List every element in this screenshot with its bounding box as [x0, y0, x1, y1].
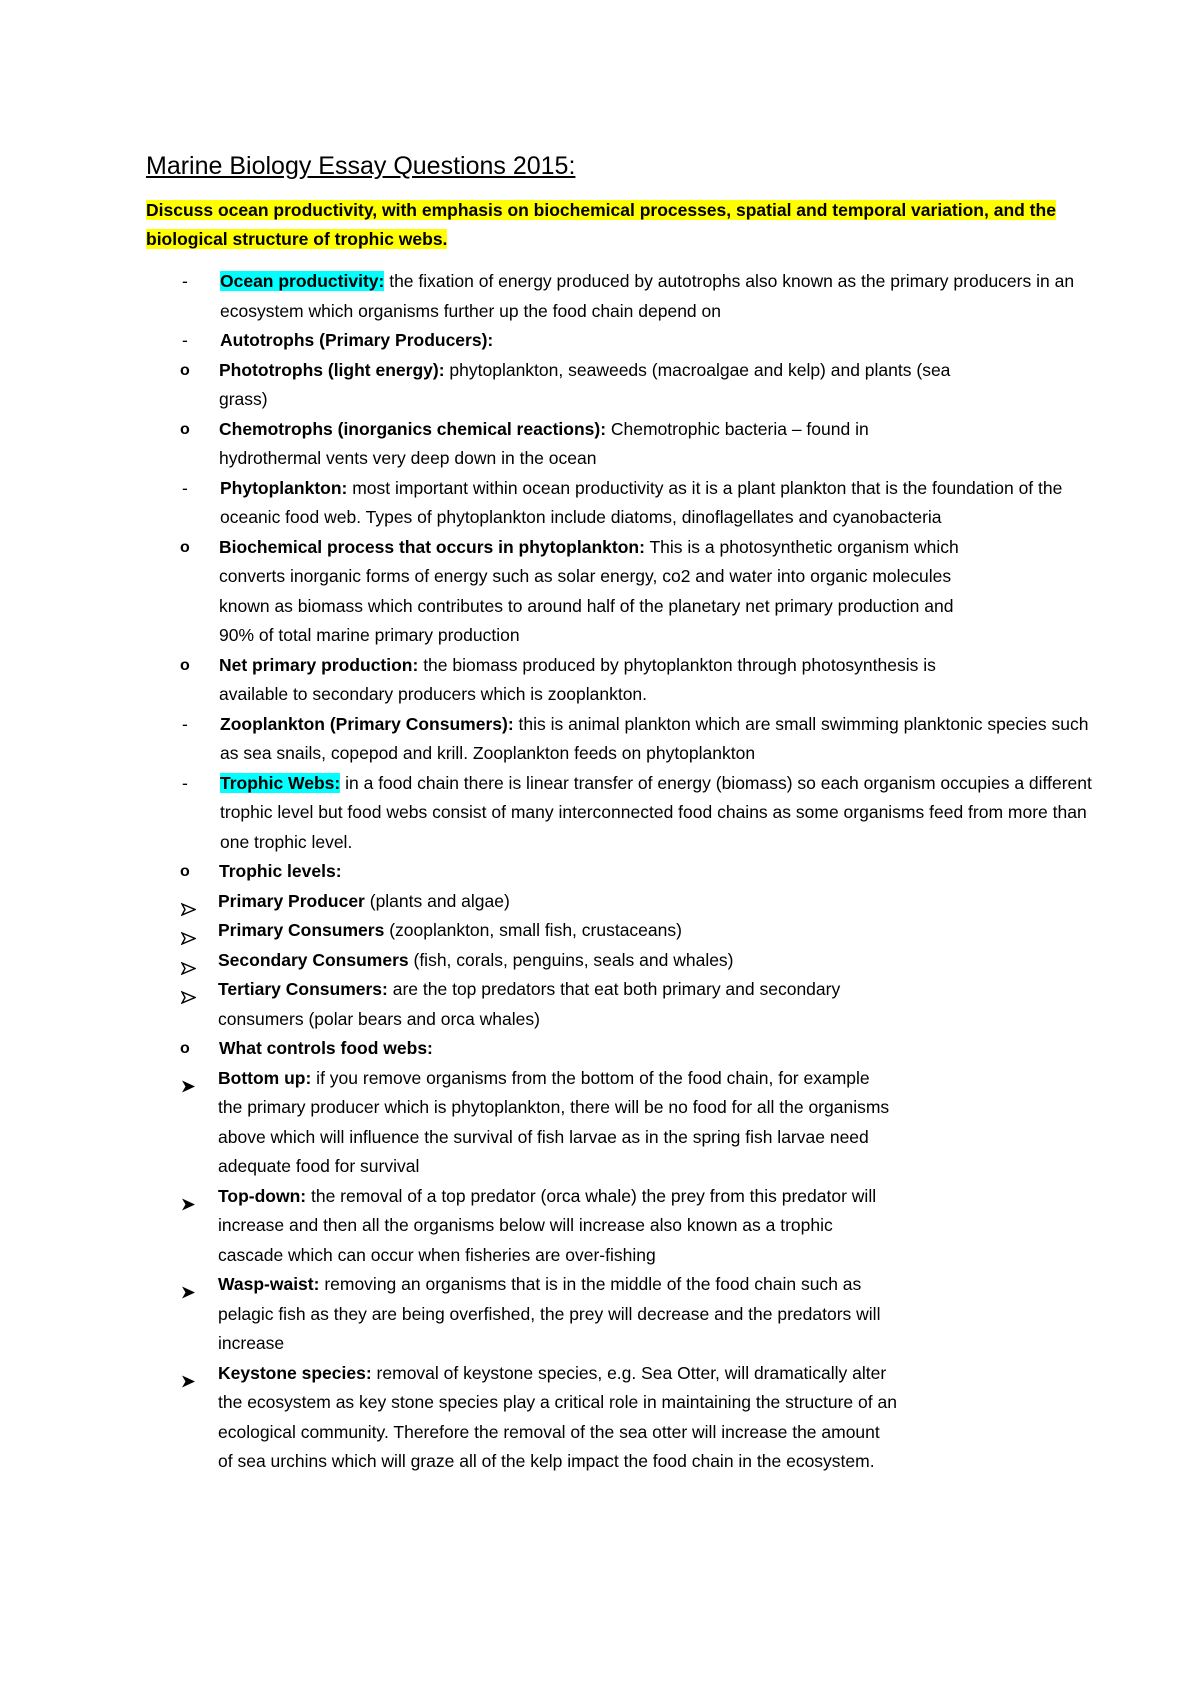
list-item-trophic-webs	[146, 769, 1110, 858]
text-primary-consumers: (zooplankton, small fish, crustaceans)	[384, 920, 682, 940]
list-item-biochemical-process	[146, 533, 964, 651]
term-bottom-up: Bottom up:	[218, 1067, 312, 1088]
text-primary-producer: (plants and algae)	[364, 890, 510, 911]
term-keystone-species: Keystone species:	[218, 1362, 372, 1383]
term-phototrophs: Phototrophs (light energy):	[219, 359, 445, 380]
circle-bullet: o	[180, 863, 190, 880]
term-wasp-waist: Wasp-waist:	[218, 1274, 320, 1294]
text-tertiary-consumers: are the top predators that eat both primary and secondary consumers (polar bears and orca whales)	[218, 979, 841, 1029]
trophic-levels-sublist	[146, 887, 1100, 1035]
circle-bullet: o	[180, 420, 190, 438]
main-bullet-list	[146, 267, 1100, 1477]
arrow-bullet-icon	[181, 984, 196, 1014]
term-biochemical-process: Biochemical process that occurs in phytoplankton:	[219, 536, 645, 557]
list-item-autotrophs	[146, 326, 1110, 356]
term-net-primary-production: Net primary production:	[219, 654, 419, 675]
term-autotrophs: Autotrophs (Primary Producers):	[220, 330, 494, 350]
list-item-zooplankton	[146, 710, 1110, 769]
dash-bullet: -	[182, 330, 188, 350]
term-trophic-webs: Trophic Webs:	[220, 772, 341, 793]
dash-bullet: -	[182, 772, 188, 793]
list-item-ocean-productivity	[146, 267, 1110, 326]
list-item-primary-producer	[146, 887, 898, 917]
phytoplankton-sublist	[146, 533, 1100, 710]
list-item-chemotrophs	[146, 415, 964, 474]
text-bottom-up: if you remove organisms from the bottom of the food chain, for example the primary producer which is phytoplankton, there will be no food for all the organisms above which will influence the survival of fish larvae as in the spring fish larvae need adequate food for survival	[218, 1067, 890, 1176]
essay-question	[146, 196, 1076, 254]
trophic-webs-sublist	[146, 857, 1100, 1477]
dash-bullet: -	[182, 713, 188, 734]
circle-bullet: o	[180, 538, 190, 556]
arrowhead-bullet-icon	[181, 1279, 196, 1309]
text-secondary-consumers: (fish, corals, penguins, seals and whales)	[408, 949, 734, 970]
term-top-down: Top-down:	[218, 1185, 307, 1206]
term-secondary-consumers: Secondary Consumers	[218, 949, 409, 970]
circle-bullet: o	[180, 361, 190, 379]
text-zooplankton: this is animal plankton which are small swimming planktonic species such as sea snails, copepod and krill. Zooplankton feeds on phytoplankton	[220, 713, 1089, 763]
arrowhead-bullet-icon	[181, 1073, 196, 1103]
dash-bullet: -	[182, 271, 188, 291]
term-chemotrophs: Chemotrophs (inorganics chemical reactions):	[219, 418, 607, 439]
term-ocean-productivity: Ocean productivity:	[220, 271, 385, 291]
text-trophic-webs: in a food chain there is linear transfer of energy (biomass) so each organism occupies a different trophic level but food webs consist of many interconnected food chains as some organisms feed from more than one trophic level.	[220, 772, 1092, 852]
list-item-primary-consumers	[146, 916, 898, 946]
term-food-web-controls: What controls food webs:	[219, 1038, 433, 1058]
text-ocean-productivity: the fixation of energy produced by autotrophs also known as the primary producers in an ecosystem which organisms further up the food chain depend on	[220, 271, 1075, 321]
list-item-bottom-up	[146, 1064, 898, 1182]
food-web-controls-sublist	[146, 1064, 1100, 1477]
list-item-trophic-levels	[146, 857, 964, 887]
list-item-phototrophs	[146, 356, 964, 415]
text-biochemical-process: This is a photosynthetic organism which converts inorganic forms of energy such as solar energy, co2 and water into organic molecules known as biomass which contributes to around half of the planetary net primary production and 90% of total marine primary production	[219, 536, 959, 645]
list-item-net-primary-production	[146, 651, 964, 710]
document-title: Marine Biology Essay Questions 2015:	[146, 152, 576, 180]
list-item-wasp-waist	[146, 1270, 898, 1359]
list-item-top-down	[146, 1182, 898, 1271]
term-trophic-levels: Trophic levels:	[219, 861, 342, 881]
term-tertiary-consumers: Tertiary Consumers:	[218, 979, 388, 999]
circle-bullet: o	[180, 656, 190, 674]
text-wasp-waist: removing an organisms that is in the middle of the food chain such as pelagic fish as they are being overfished, the prey will decrease and the predators will increase	[218, 1274, 881, 1353]
essay-question-text: Discuss ocean productivity, with emphasis on biochemical processes, spatial and temporal variation, and the biological structure of trophic webs.	[146, 200, 1056, 249]
list-item-phytoplankton	[146, 474, 1110, 533]
arrowhead-bullet-icon	[181, 1368, 196, 1398]
text-chemotrophs: Chemotrophic bacteria – found in hydrothermal vents very deep down in the ocean	[219, 418, 869, 468]
text-keystone-species: removal of keystone species, e.g. Sea Otter, will dramatically alter the ecosystem as key stone species play a critical role in maintaining the structure of an ecological community. Therefore the removal of the sea otter will increase the amount of sea urchins which will graze all of the kelp impact the food chain in the ecosystem.	[218, 1362, 897, 1471]
autotrophs-sublist	[146, 356, 1100, 474]
term-zooplankton: Zooplankton (Primary Consumers):	[220, 713, 514, 734]
list-item-keystone-species	[146, 1359, 898, 1477]
text-net-primary-production: the biomass produced by phytoplankton through photosynthesis is available to secondary producers which is zooplankton.	[219, 654, 936, 704]
circle-bullet: o	[180, 1040, 190, 1057]
list-item-food-web-controls	[146, 1034, 964, 1064]
text-phototrophs: phytoplankton, seaweeds (macroalgae and kelp) and plants (sea grass)	[219, 359, 951, 409]
list-item-secondary-consumers	[146, 946, 898, 976]
term-primary-consumers: Primary Consumers	[218, 920, 385, 940]
text-top-down: the removal of a top predator (orca whale) the prey from this predator will increase and then all the organisms below will increase also known as a trophic cascade which can occur when fisheries are over-fishing	[218, 1185, 877, 1265]
text-phytoplankton: most important within ocean productivity as it is a plant plankton that is the foundation of the oceanic food web. Types of phytoplankton include diatoms, dinoflagellates and cyanobacteria	[220, 477, 1063, 527]
list-item-tertiary-consumers	[146, 975, 898, 1034]
term-phytoplankton: Phytoplankton:	[220, 477, 348, 498]
term-primary-producer: Primary Producer	[218, 890, 365, 911]
dash-bullet: -	[182, 477, 188, 498]
arrowhead-bullet-icon	[181, 1191, 196, 1221]
